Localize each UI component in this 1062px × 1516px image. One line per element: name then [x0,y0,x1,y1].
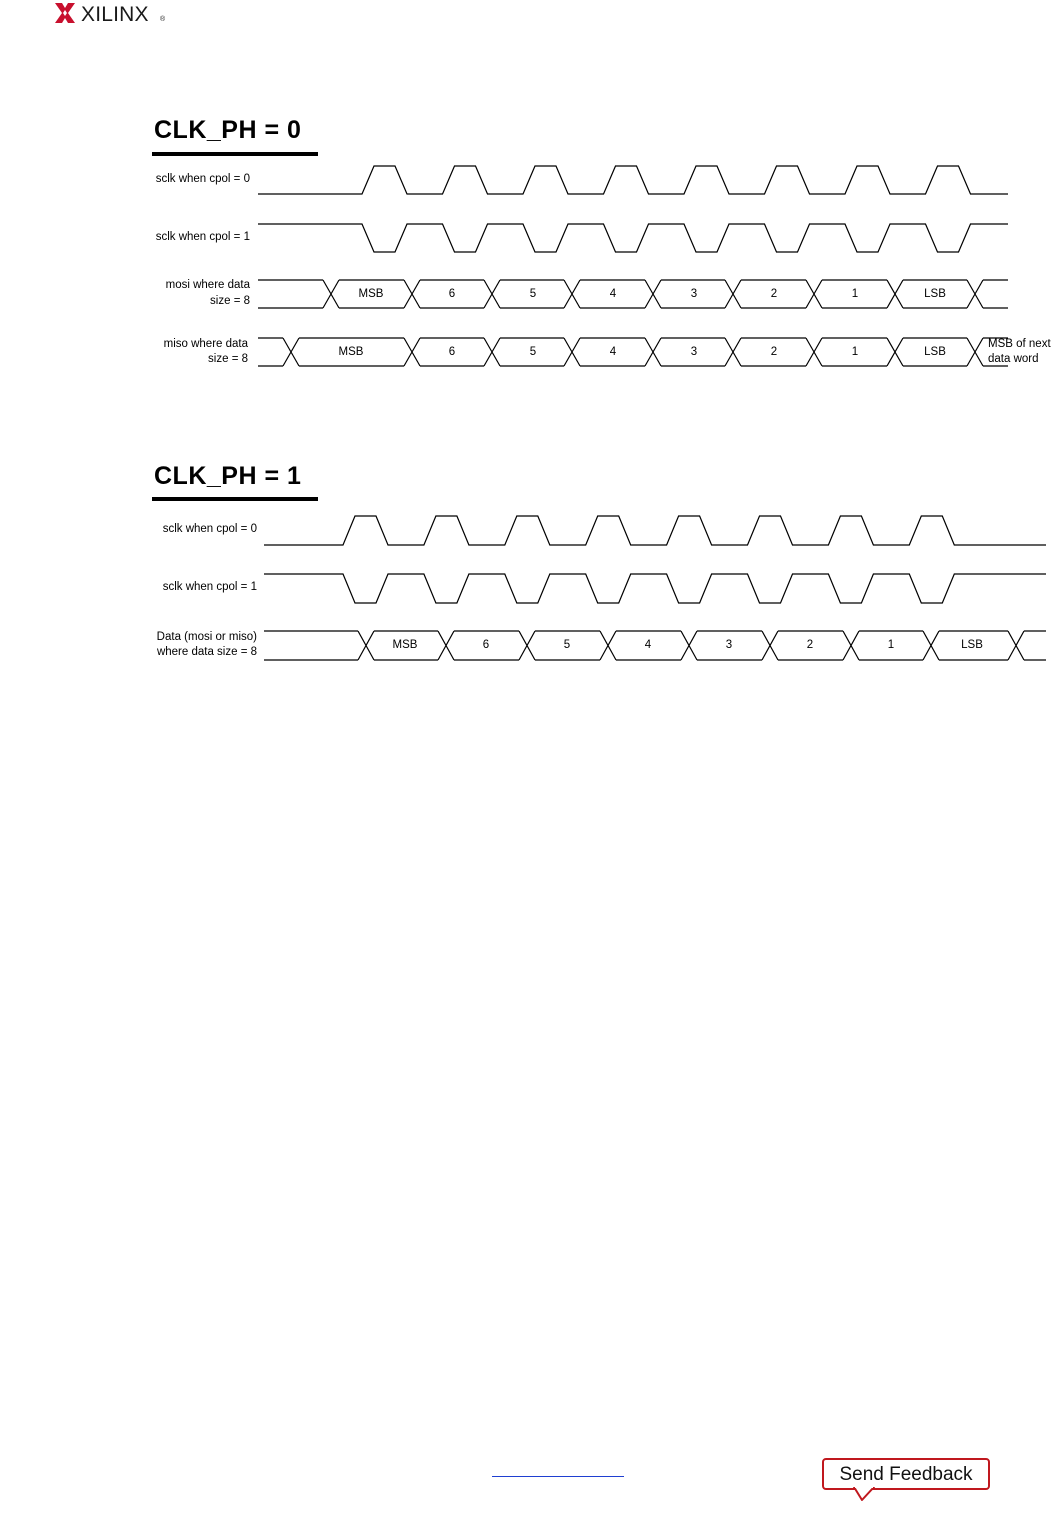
bit-label: 5 [563,639,571,651]
bit-label: LSB [961,639,983,651]
sclk-cpol1-wave [264,574,1046,603]
label-sclk-cpol1: sclk when cpol = 1 [155,231,250,243]
bit-label: 2 [770,346,778,358]
label-mosi-line1: mosi where data [165,279,250,291]
heading-clk-ph-1: CLK_PH = 1 [154,462,302,490]
label-data-line1: Data (mosi or miso) [156,631,257,643]
label-next-word-line2: data word [988,353,1039,365]
registered-mark: ® [160,16,166,23]
label-miso-line1: miso where data [163,338,248,350]
label-sclk-cpol1: sclk when cpol = 1 [162,581,257,593]
bit-label: 4 [609,288,617,300]
bit-label: 2 [770,288,778,300]
bit-label: MSB [338,346,364,358]
bit-label: 1 [851,346,859,358]
send-feedback-button[interactable]: Send Feedback [822,1458,990,1490]
label-miso-line2: size = 8 [208,353,248,365]
bit-label: 4 [644,639,652,651]
bit-label: LSB [924,346,946,358]
bit-label: 3 [690,288,698,300]
bit-label: 6 [448,288,456,300]
label-data-line2: where data size = 8 [156,646,257,658]
label-sclk-cpol0: sclk when cpol = 0 [162,523,257,535]
footer-link[interactable] [492,1462,624,1477]
bit-label: LSB [924,288,946,300]
bit-label: 5 [529,346,537,358]
bit-label: MSB [358,288,384,300]
sclk-cpol0-wave [258,166,1008,194]
bit-label: 2 [806,639,814,651]
label-next-word-line1: MSB of next [988,338,1051,350]
bit-label: 1 [851,288,859,300]
bit-label: 3 [690,346,698,358]
bit-label: 6 [448,346,456,358]
label-sclk-cpol0: sclk when cpol = 0 [155,173,250,185]
sclk-cpol1-wave [258,224,1008,252]
bit-label: 4 [609,346,617,358]
bit-label: 5 [529,288,537,300]
heading-clk-ph-0: CLK_PH = 0 [154,116,302,144]
bit-label: MSB [392,639,418,651]
bit-label: 1 [887,639,895,651]
speech-tail-icon [852,1487,882,1503]
bit-label: 3 [725,639,733,651]
bit-label: 6 [482,639,490,651]
label-mosi-line2: size = 8 [210,295,250,307]
sclk-cpol0-wave [264,516,1046,545]
brand-name: XILINX [81,3,149,26]
